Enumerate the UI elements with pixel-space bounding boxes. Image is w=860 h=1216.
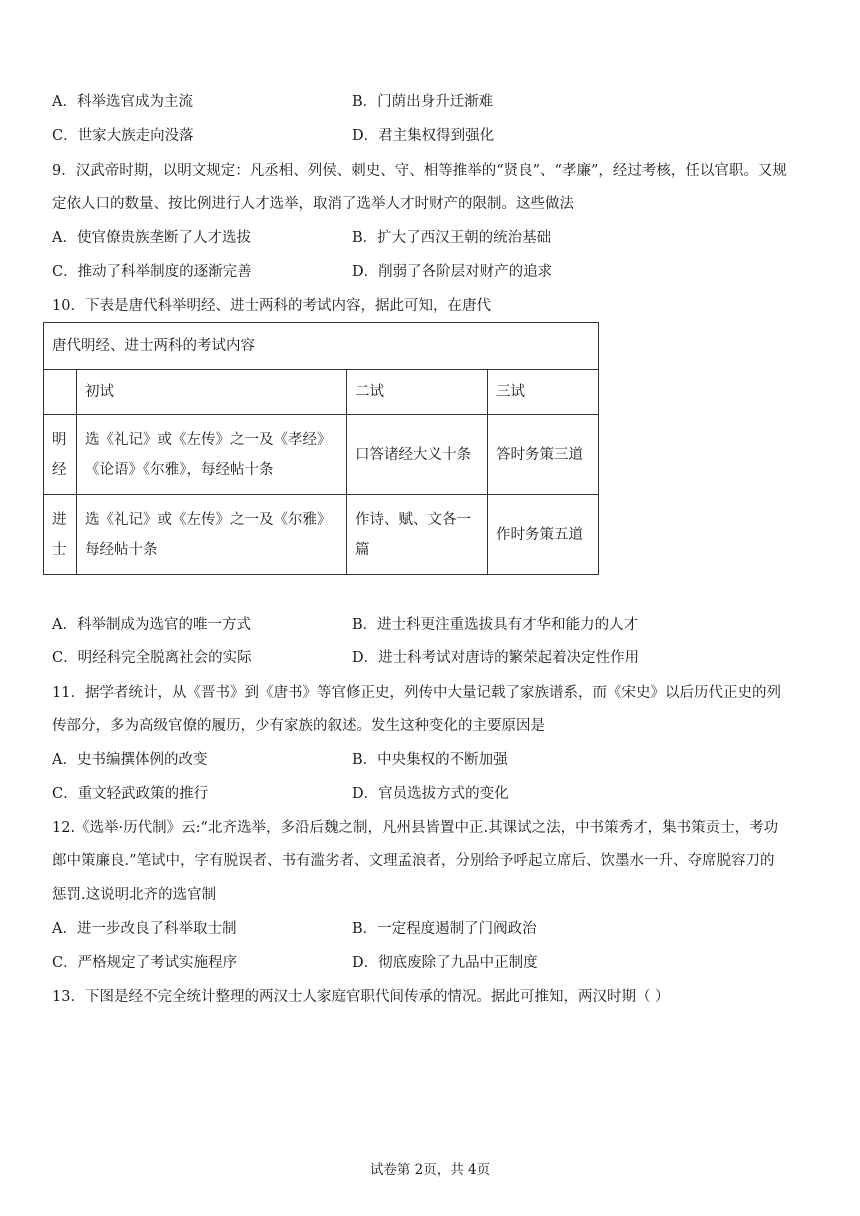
- q12-stem-line-2: 郎中策廉良.”笔试中，字有脱误者、书有滥劣者、文理孟浪者，分别给予呼起立席后、饮墨水一升、夺席脱容刀的: [52, 853, 775, 869]
- cell-third-exam: 作时务策五道: [488, 495, 599, 575]
- q11-option-b: B．中央集权的不断加强: [352, 752, 508, 768]
- cell-second-exam: [347, 495, 488, 575]
- q13-stem: 13．下图是经不完全统计整理的两汉士人家庭官职代间传承的情况。据此可推知，两汉时期（ ）: [52, 989, 670, 1005]
- table-row: [44, 415, 599, 495]
- table-header-first: 初试: [77, 370, 347, 415]
- q12-option-d: D．彻底废除了九品中正制度: [352, 955, 538, 971]
- row-label-char: 进: [52, 511, 67, 528]
- q12-stem-line-3: 惩罚.这说明北齐的选官制: [52, 887, 217, 903]
- q11-stem-line-1: 11．据学者统计，从《晋书》到《唐书》等官修正史，列传中大量记载了家族谱系，而《宋史》以后历代正史的列: [52, 685, 781, 701]
- exam-content-table: [43, 322, 599, 575]
- cell-line: 口答诸经大义十条: [355, 446, 471, 463]
- q11-stem-line-2: 传部分，多为高级官僚的履历，少有家族的叙述。发生这种变化的主要原因是: [52, 718, 545, 734]
- q12-option-b: B．一定程度遏制了门阀政治: [352, 921, 537, 937]
- cell-line: 选《礼记》或《左传》之一及《尔雅》: [85, 511, 332, 528]
- cell-first-exam: [77, 415, 347, 495]
- cell-line: 《论语》《尔雅》，每经帖十条: [85, 461, 274, 478]
- q9-option-d: D．削弱了各阶层对财产的追求: [352, 264, 553, 280]
- q10-option-d: D．进士科考试对唐诗的繁荣起着决定性作用: [352, 650, 640, 666]
- table-header-third: 三试: [488, 370, 599, 415]
- q10-option-c: C．明经科完全脱离社会的实际: [52, 650, 252, 666]
- row-label-char: 明: [52, 431, 67, 448]
- q10-option-a: A．科举制成为选官的唯一方式: [52, 617, 251, 633]
- q9-stem-line-1: 9．汉武帝时期，以明文规定：凡丞相、列侯、刺史、守、相等推举的“贤良”、“孝廉”，经过考核，任以官职。又规: [52, 163, 787, 179]
- q8-option-b: B．门荫出身升迁渐难: [352, 94, 494, 110]
- q9-option-a: A．使官僚贵族垄断了人才选拔: [52, 230, 251, 246]
- q9-option-c: C．推动了科举制度的逐渐完善: [52, 264, 252, 280]
- cell-first-exam: [77, 495, 347, 575]
- table-title: 唐代明经、进士两科的考试内容: [44, 323, 599, 370]
- cell-line: 每经帖十条: [85, 541, 158, 558]
- table-header-second: 二试: [347, 370, 488, 415]
- q12-option-a: A．进一步改良了科举取士制: [52, 921, 237, 937]
- q12-stem-line-1: 12.《选举·历代制》云:“北齐选举，多沿后魏之制，凡州县皆置中正.其课试之法，中书策秀才，集书策贡士，考功: [52, 820, 779, 836]
- cell-third-exam: 答时务策三道: [488, 415, 599, 495]
- row-label-char: 士: [52, 541, 67, 558]
- q8-option-c: C．世家大族走向没落: [52, 128, 194, 144]
- q9-option-b: B．扩大了西汉王朝的统治基础: [352, 230, 552, 246]
- q10-stem: 10．下表是唐代科举明经、进士两科的考试内容，据此可知，在唐代: [52, 298, 491, 314]
- q10-option-b: B．进士科更注重选拔具有才华和能力的人才: [352, 617, 639, 633]
- table-row: [44, 495, 599, 575]
- table-header-empty: [44, 370, 77, 415]
- q9-stem-line-2: 定依人口的数量、按比例进行人才选举，取消了选举人才时财产的限制。这些做法: [52, 196, 574, 212]
- q11-option-c: C．重文轻武政策的推行: [52, 786, 209, 802]
- q11-option-a: A．史书编撰体例的改变: [52, 752, 208, 768]
- page-footer: 试卷第 2页，共 4页: [369, 1162, 491, 1178]
- q8-option-d: D．君主集权得到强化: [352, 128, 495, 144]
- cell-line: 选《礼记》或《左传》之一及《孝经》: [85, 431, 332, 448]
- q12-option-c: C．严格规定了考试实施程序: [52, 955, 238, 971]
- row-label: [44, 415, 77, 495]
- cell-line: 篇: [355, 541, 370, 558]
- q11-option-d: D．官员选拔方式的变化: [352, 786, 509, 802]
- row-label-char: 经: [52, 461, 67, 478]
- cell-second-exam: [347, 415, 488, 495]
- row-label: [44, 495, 77, 575]
- cell-line: 作诗、赋、文各一: [355, 511, 471, 528]
- q8-option-a: A．科举选官成为主流: [52, 94, 193, 110]
